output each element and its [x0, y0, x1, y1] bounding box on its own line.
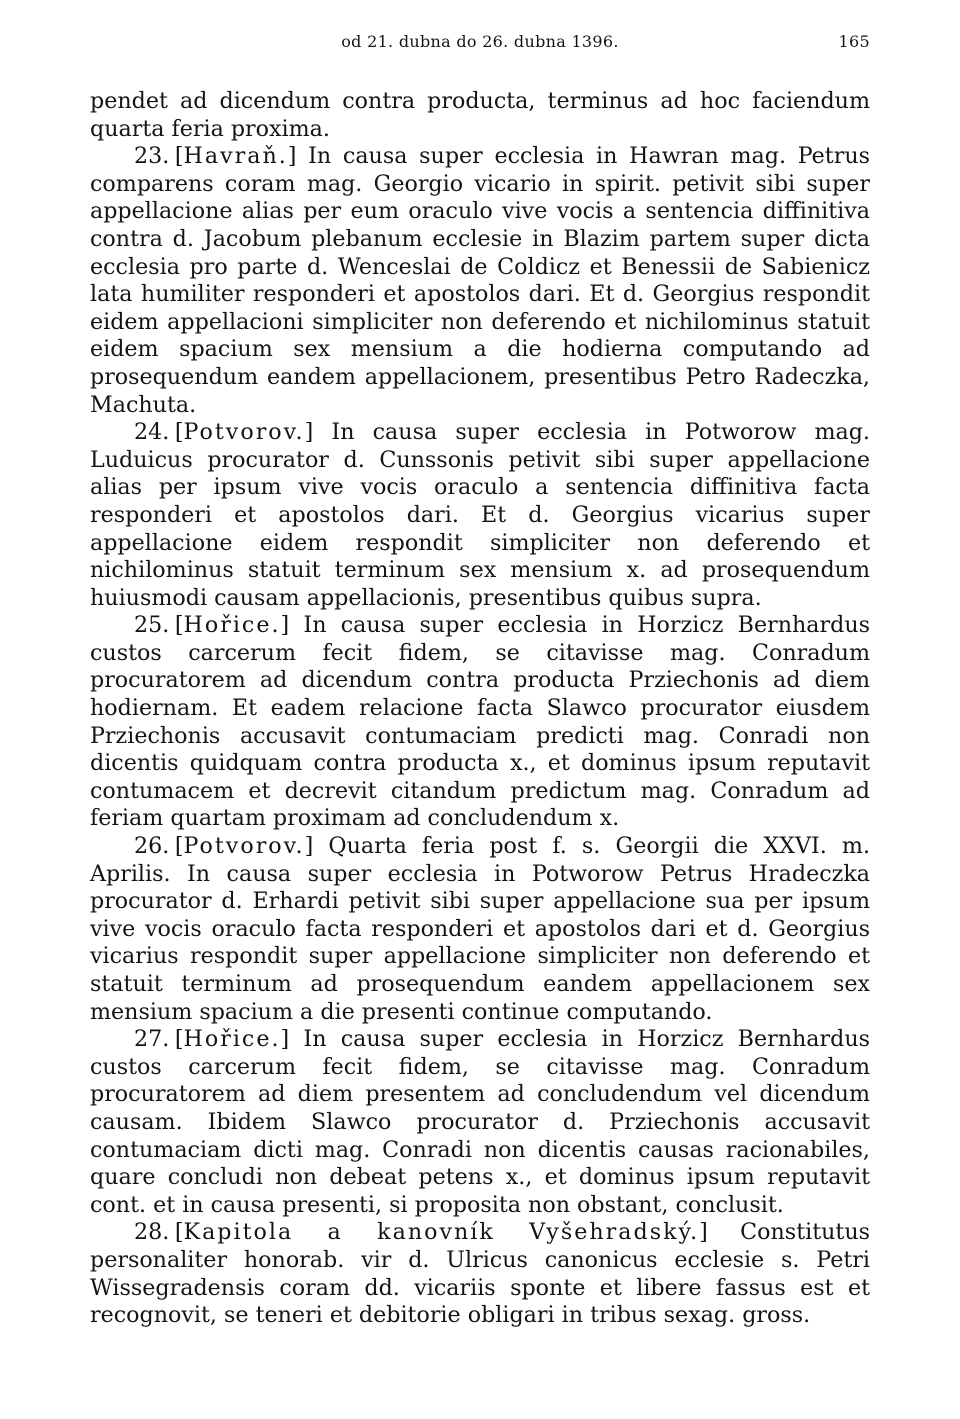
bracket-open: [ — [174, 1219, 184, 1246]
entry-27 — [90, 1026, 870, 1219]
body-text — [90, 88, 870, 1330]
intro-paragraph: pendet ad dicendum contra producta, terminus ad hoc faciendum quarta feria proxima. — [90, 88, 870, 142]
entry-text: In causa super ecclesia in Horzicz Bernhardus custos carcerum fecit fidem, se citavisse mag. Conradum procuratorem ad diem presentem ad concludendum vel dicendum causam. Ibidem Slawco procurator d. Prziechonis accusavit contumaciam dicti mag. Conradi non dicentis causas racionabiles, quare concludi non debeat petens x., et dominus ipsum reputavit cont. et in causa presenti, si proposita non obstant, conclusit. — [90, 1026, 870, 1218]
entry-23 — [90, 143, 870, 419]
entry-place: Hořice. — [183, 612, 281, 639]
page-number: 165 — [838, 32, 870, 51]
bracket-close: ] — [304, 833, 314, 860]
entry-number: 26. — [134, 833, 170, 860]
running-header — [90, 28, 870, 58]
entry-text: In causa super ecclesia in Hawran mag. Petrus comparens coram mag. Georgio vicario in spirit. petivit sibi super appellacione alias per eum oraculo vive vocis a sentencia diffinitiva contra d. Jacobum plebanum ecclesie in Blazim partem super dicta ecclesia pro parte d. Wenceslai de Coldicz et Benessii de Sabienicz lata humiliter responderi et apostolos dari. Et d. Georgius respondit eidem appellacioni simpliciter non deferendo et nichilominus statuit eidem spacium sex mensium a die hodierna computando ad prosequendum eandem appellacionem, presentibus Petro Radeczka, Machuta. — [90, 143, 870, 418]
entry-24 — [90, 419, 870, 612]
entry-number: 28. — [134, 1219, 170, 1246]
entry-text: Quarta feria post f. s. Georgii die XXVI. m. Aprilis. In causa super ecclesia in Potworow Petrus Hradeczka procurator d. Erhardi petivit sibi super appellacione sua per ipsum vive vocis oraculo facta responderi et apostolos dari et d. Georgius vicarius respondit super appellacione simpliciter non deferendo et statuit terminum ad prosequendum eandem appellacionem sex mensium spacium a die presenti continue computando. — [90, 833, 870, 1025]
bracket-close: ] — [280, 612, 290, 639]
entry-number: 23. — [134, 143, 170, 170]
bracket-open: [ — [174, 612, 184, 639]
entry-number: 24. — [134, 419, 170, 446]
entry-26 — [90, 833, 870, 1026]
bracket-open: [ — [174, 419, 184, 446]
entry-place: Hořice. — [183, 1026, 281, 1053]
bracket-close: ] — [287, 143, 297, 170]
entry-number: 25. — [134, 612, 170, 639]
entry-place: Potvorov. — [183, 419, 305, 446]
entry-text: In causa super ecclesia in Horzicz Bernhardus custos carcerum fecit fidem, se citavisse mag. Conradum procuratorem ad dicendum contra producta Prziechonis ad diem hodiernam. Et eadem relacione facta Slawco procurator eiusdem Prziechonis accusavit contumaciam predicti mag. Conradi non dicentis quidquam contra producta x., et dominus ipsum reputavit contumacem et decrevit citandum predictum mag. Conradum ad feriam quartam proximam ad concludendum x. — [90, 612, 870, 832]
bracket-open: [ — [174, 833, 184, 860]
entry-28 — [90, 1219, 870, 1329]
entry-text: In causa super ecclesia in Potworow mag. Luduicus procurator d. Cunssonis petivit sibi super appellacione alias per ipsum vive vocis oraculo a sentencia diffinitiva facta responderi et apostolos dari. Et d. Georgius vicarius super appellacione eidem respondit simpliciter non deferendo et nichilominus statuit terminum sex mensium x. ad prosequendum huiusmodi causam appellacionis, presentibus quibus supra. — [90, 419, 870, 611]
entry-place: Potvorov. — [183, 833, 305, 860]
entry-place: Kapitola a kanovník Vyšehradský. — [183, 1219, 700, 1246]
entry-place: Havraň. — [183, 143, 288, 170]
running-title: od 21. dubna do 26. dubna 1396. — [341, 32, 619, 51]
document-page — [90, 28, 870, 1330]
entry-25 — [90, 612, 870, 833]
bracket-open: [ — [174, 1026, 184, 1053]
bracket-close: ] — [699, 1219, 708, 1246]
entry-number: 27. — [134, 1026, 170, 1053]
bracket-close: ] — [280, 1026, 290, 1053]
bracket-close: ] — [304, 419, 314, 446]
bracket-open: [ — [174, 143, 184, 170]
entry-text: Constitutus personaliter honorab. vir d. Ulricus canonicus ecclesie s. Petri Wissegradensis coram dd. vicariis sponte et libere fassus est et recognovit, se teneri et debitorie obligari in tribus sexag. gross. — [90, 1219, 871, 1329]
